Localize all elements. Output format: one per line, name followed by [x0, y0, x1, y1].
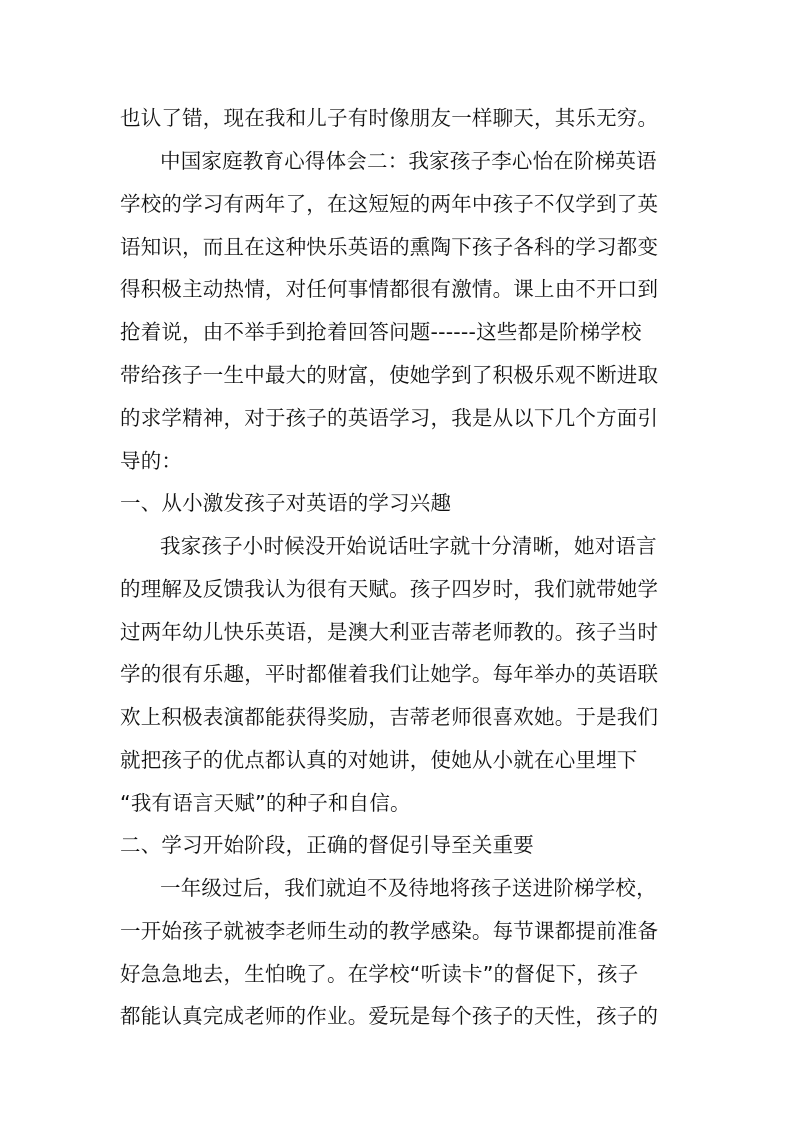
text-line: 欢上积极表演都能获得奖励，吉蒂老师很喜欢她。于是我们 [120, 705, 659, 729]
text-line: 语知识，而且在这种快乐英语的熏陶下孩子各科的学习都变 [120, 235, 659, 259]
text-line: 导的： [120, 449, 183, 473]
text-line: 得积极主动热情，对任何事情都很有激情。课上由不开口到 [120, 277, 659, 301]
text-line: 就把孩子的优点都认真的对她讲，使她从小就在心里埋下 [120, 748, 638, 772]
paragraph-heading-line: 中国家庭教育心得体会二：我家孩子李心怡在阶梯英语 [160, 149, 657, 173]
text-line: 我家孩子小时候没开始说话吐字就十分清晰，她对语言 [160, 534, 657, 558]
text-line: 学校的学习有两年了，在这短短的两年中孩子不仅学到了英 [120, 192, 659, 216]
text-line: 的求学精神，对于孩子的英语学习，我是从以下几个方面引 [120, 406, 659, 430]
text-line: 一年级过后，我们就迫不及待地将孩子送进阶梯学校， [160, 876, 657, 900]
text-line: 都能认真完成老师的作业。爱玩是每个孩子的天性，孩子的 [120, 1004, 659, 1028]
text-line: 一开始孩子就被李老师生动的教学感染。每节课都提前准备 [120, 919, 659, 943]
section-heading-2: 二、学习开始阶段，正确的督促引导至关重要 [120, 833, 534, 857]
section-heading-1: 一、从小激发孩子对英语的学习兴趣 [120, 491, 452, 515]
text-line: 学的很有乐趣，平时都催着我们让她学。每年举办的英语联 [120, 662, 659, 686]
text-line: 也认了错，现在我和儿子有时像朋友一样聊天，其乐无穷。 [120, 106, 659, 130]
text-line: “我有语言天赋”的种子和自信。 [120, 791, 411, 815]
text-line: 好急急地去，生怕晚了。在学校“听读卡”的督促下，孩子 [120, 962, 639, 986]
text-line: 过两年幼儿快乐英语，是澳大利亚吉蒂老师教的。孩子当时 [120, 620, 659, 644]
text-line: 带给孩子一生中最大的财富，使她学到了积极乐观不断进取 [120, 363, 659, 387]
text-line: 抢着说，由不举手到抢着回答问题------这些都是阶梯学校 [120, 320, 642, 344]
text-line: 的理解及反馈我认为很有天赋。孩子四岁时，我们就带她学 [120, 577, 659, 601]
